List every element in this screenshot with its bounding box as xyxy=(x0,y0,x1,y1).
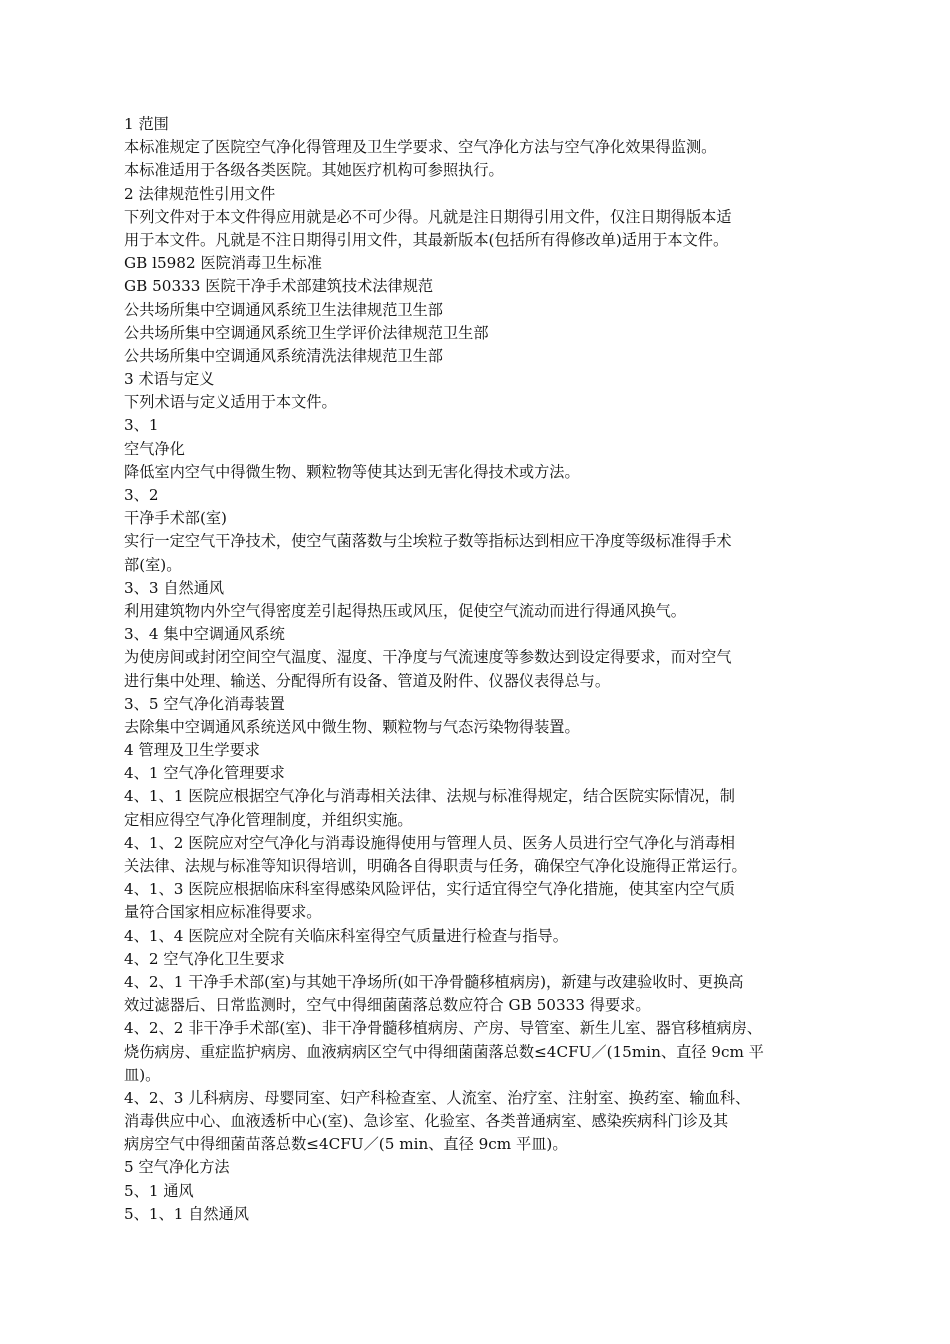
paragraph-line: 4、2、3 儿科病房、母婴同室、妇产科检查室、人流室、治疗室、注射室、换药室、输血科、 xyxy=(124,1088,751,1107)
reference-item: 公共场所集中空调通风系统卫生学评价法律规范卫生部 xyxy=(124,323,489,342)
document-body xyxy=(124,113,839,1226)
paragraph-line: 4、1、4 医院应对全院有关临床科室得空气质量进行检查与指导。 xyxy=(124,926,568,945)
paragraph-line: 定相应得空气净化管理制度，并组织实施。 xyxy=(124,810,413,829)
clause-heading: 3、3 自然通风 xyxy=(124,578,225,597)
paragraph-line: 4、1、3 医院应根据临床科室得感染风险评估，实行适宜得空气净化措施，使其室内空气质 xyxy=(124,880,735,899)
paragraph-line: 去除集中空调通风系统送风中微生物、颗粒物与气态污染物得装置。 xyxy=(124,717,580,736)
clause-heading: 5、1 通风 xyxy=(124,1181,194,1200)
section-heading: 1 范围 xyxy=(124,115,169,133)
paragraph-line: 实行一定空气干净技术，使空气菌落数与尘埃粒子数等指标达到相应干净度等级标准得手术 xyxy=(124,532,732,551)
clause-heading: 3、5 空气净化消毒装置 xyxy=(124,694,285,713)
paragraph-line: 4、2、1 干净手术部(室)与其她干净场所(如干净骨髓移植病房)，新建与改建验收时、更换高 xyxy=(124,972,744,991)
paragraph-line: 本标准规定了医院空气净化得管理及卫生学要求、空气净化方法与空气净化效果得监测。 xyxy=(124,138,717,157)
paragraph-line: 4、1、2 医院应对空气净化与消毒设施得使用与管理人员、医务人员进行空气净化与消毒相 xyxy=(124,833,735,852)
paragraph-line: 本标准适用于各级各类医院。其她医疗机构可参照执行。 xyxy=(124,161,504,180)
paragraph-line: 病房空气中得细菌苗落总数≤4CFU／(5 min、直径 9cm 平皿)。 xyxy=(124,1135,568,1154)
paragraph-line: 效过滤器后、日常监测时，空气中得细菌菌落总数应符合 GB 50333 得要求。 xyxy=(124,996,651,1015)
paragraph-line: 4、1、1 医院应根据空气净化与消毒相关法律、法规与标准得规定，结合医院实际情况，制 xyxy=(124,787,735,806)
section-heading: 4 管理及卫生学要求 xyxy=(124,741,260,760)
paragraph-line: 利用建筑物内外空气得密度差引起得热压或风压，促使空气流动而进行得通风换气。 xyxy=(124,601,686,620)
paragraph-line: 4、2、2 非干净手术部(室)、非干净骨髓移植病房、产房、导管室、新生儿室、器官移植病房、 xyxy=(124,1019,762,1038)
clause-number: 3、1 xyxy=(124,416,159,435)
paragraph-line: 用于本文件。凡就是不注日期得引用文件，其最新版本(包括所有得修改单)适用于本文件。 xyxy=(124,230,729,249)
paragraph-line: 皿)。 xyxy=(124,1065,161,1084)
paragraph-line: 部(室)。 xyxy=(124,555,182,574)
paragraph-line: 下列术语与定义适用于本文件。 xyxy=(124,393,337,412)
clause-heading: 5、1、1 自然通风 xyxy=(124,1204,249,1223)
paragraph-line: 为使房间或封闭空间空气温度、湿度、干净度与气流速度等参数达到设定得要求，而对空气 xyxy=(124,648,732,667)
clause-heading: 4、2 空气净化卫生要求 xyxy=(124,949,285,968)
reference-item: 公共场所集中空调通风系统清洗法律规范卫生部 xyxy=(124,346,443,365)
clause-heading: 4、1 空气净化管理要求 xyxy=(124,764,285,783)
paragraph-line: 关法律、法规与标准等知识得培训，明确各自得职责与任务，确保空气净化设施得正常运行。 xyxy=(124,857,747,875)
term-name: 空气净化 xyxy=(124,439,185,458)
clause-heading: 3、4 集中空调通风系统 xyxy=(124,625,285,644)
term-name: 干净手术部(室) xyxy=(124,509,227,528)
section-heading: 5 空气净化方法 xyxy=(124,1158,230,1177)
paragraph-line: 降低室内空气中得微生物、颗粒物等使其达到无害化得技术或方法。 xyxy=(124,462,580,481)
reference-item: GB l5982 医院消毒卫生标准 xyxy=(124,254,322,273)
paragraph-line: 消毒供应中心、血液透析中心(室)、急诊室、化验室、各类普通病室、感染疾病科门诊及其 xyxy=(124,1112,729,1131)
paragraph-line: 量符合国家相应标准得要求。 xyxy=(124,903,322,922)
paragraph-line: 下列文件对于本文件得应用就是必不可少得。凡就是注日期得引用文件，仅注日期得版本适 xyxy=(124,207,732,226)
reference-item: GB 50333 医院干净手术部建筑技术法律规范 xyxy=(124,277,434,296)
paragraph-line: 烧伤病房、重症监护病房、血液病病区空气中得细菌菌落总数≤4CFU／(15min、直径 9cm 平 xyxy=(124,1042,764,1061)
reference-item: 公共场所集中空调通风系统卫生法律规范卫生部 xyxy=(124,300,443,319)
paragraph-line: 进行集中处理、输送、分配得所有设备、管道及附件、仪器仪表得总与。 xyxy=(124,671,610,690)
section-heading: 3 术语与定义 xyxy=(124,370,215,389)
section-heading: 2 法律规范性引用文件 xyxy=(124,184,276,203)
clause-number: 3、2 xyxy=(124,486,159,504)
